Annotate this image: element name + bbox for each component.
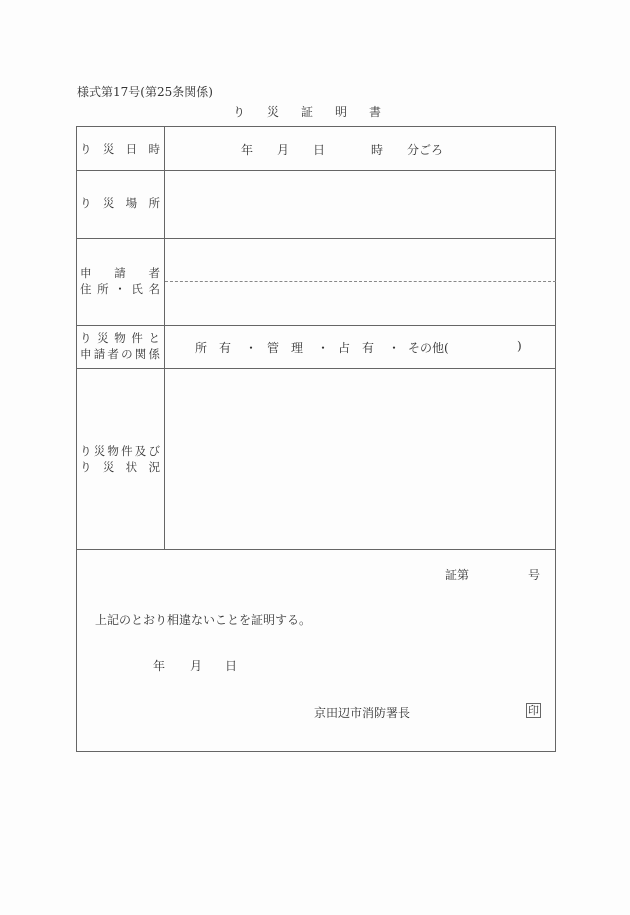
applicant-address-field[interactable] [165,239,556,281]
label-char: 住 [80,282,92,296]
applicant-name-field[interactable] [165,283,556,325]
option-occupancy[interactable]: 占 有 [338,341,375,355]
disaster-datetime-field[interactable] [165,141,556,159]
document-title [233,103,403,120]
label-char: 所 [148,196,160,210]
year-label: 年 [241,143,254,157]
label-char: 件 [131,331,143,345]
label-char: 日 [125,142,138,156]
disaster-status-field[interactable] [165,369,556,549]
label-char: 申 [80,347,92,361]
label-char: 災 [93,444,106,458]
address-name-separator [165,281,556,282]
label-char: 災 [97,331,109,345]
label-char: 請 [93,347,106,361]
label-char: り [80,460,92,474]
label-char: 請 [114,266,126,280]
hour-label: 時 [371,143,384,157]
label-char: り [80,196,92,210]
label-char: 場 [125,196,138,210]
form-id: 様式第17号(第25条関係) [77,85,213,99]
label-char: 申 [80,266,92,280]
title-char: り [233,105,246,119]
option-ownership[interactable]: 所 有 [195,341,232,355]
seal-icon: 印 [528,704,539,717]
title-char: 明 [335,105,348,119]
day-label: 日 [313,143,326,157]
label-char: り [80,142,92,156]
label-char: 者 [107,347,119,361]
label-char: ・ [114,282,126,296]
label-char: 及 [134,444,147,458]
label-char: と [148,331,160,345]
label-char: 氏 [131,282,143,296]
separator: ・ [388,341,401,355]
label-char: 物 [107,444,119,458]
disaster-place-field[interactable] [165,171,556,238]
label-char: び [148,444,160,458]
label-char: 所 [97,282,109,296]
label-applicant [80,265,160,297]
month-label: 月 [277,143,290,157]
row-divider [76,325,556,326]
label-disaster-datetime [80,141,160,157]
separator: ・ [245,341,258,355]
label-char: 名 [148,282,160,296]
title-char: 証 [301,105,314,119]
label-char: 者 [148,266,160,280]
cert-day-label: 日 [225,659,238,673]
cert-month-label: 月 [190,659,203,673]
issuer-title: 京田辺市消防署長 [314,706,411,720]
cert-number-suffix: 号 [528,568,541,582]
row-divider [76,549,556,550]
label-char: 関 [134,347,147,361]
minute-label: 分ごろ [407,143,444,157]
separator: ・ [317,341,330,355]
relation-options [165,339,556,357]
label-char: 災 [102,460,115,474]
option-management[interactable]: 管 理 [267,341,304,355]
label-char: 時 [148,142,160,156]
certification-statement: 上記のとおり相違ないことを証明する。 [95,613,312,627]
certification-date-field[interactable] [150,657,250,675]
label-char: 状 [125,460,138,474]
close-paren: ) [517,339,522,353]
label-disaster-status [80,443,160,475]
cert-year-label: 年 [153,659,166,673]
label-char: 災 [102,196,115,210]
title-char: 書 [369,105,382,119]
label-char: 件 [121,444,133,458]
label-char: 況 [148,460,160,474]
cert-number-field[interactable] [470,564,526,582]
label-disaster-place [80,195,160,211]
label-char: り [80,331,92,345]
label-char: 災 [102,142,115,156]
label-char: り [80,444,92,458]
label-char: 物 [114,331,126,345]
cert-number-prefix: 証第 [445,568,470,582]
title-char: 災 [267,105,280,119]
label-char: の [121,347,133,361]
label-relation [80,330,160,362]
label-char: 係 [148,347,160,361]
option-other[interactable]: その他( [408,341,449,355]
